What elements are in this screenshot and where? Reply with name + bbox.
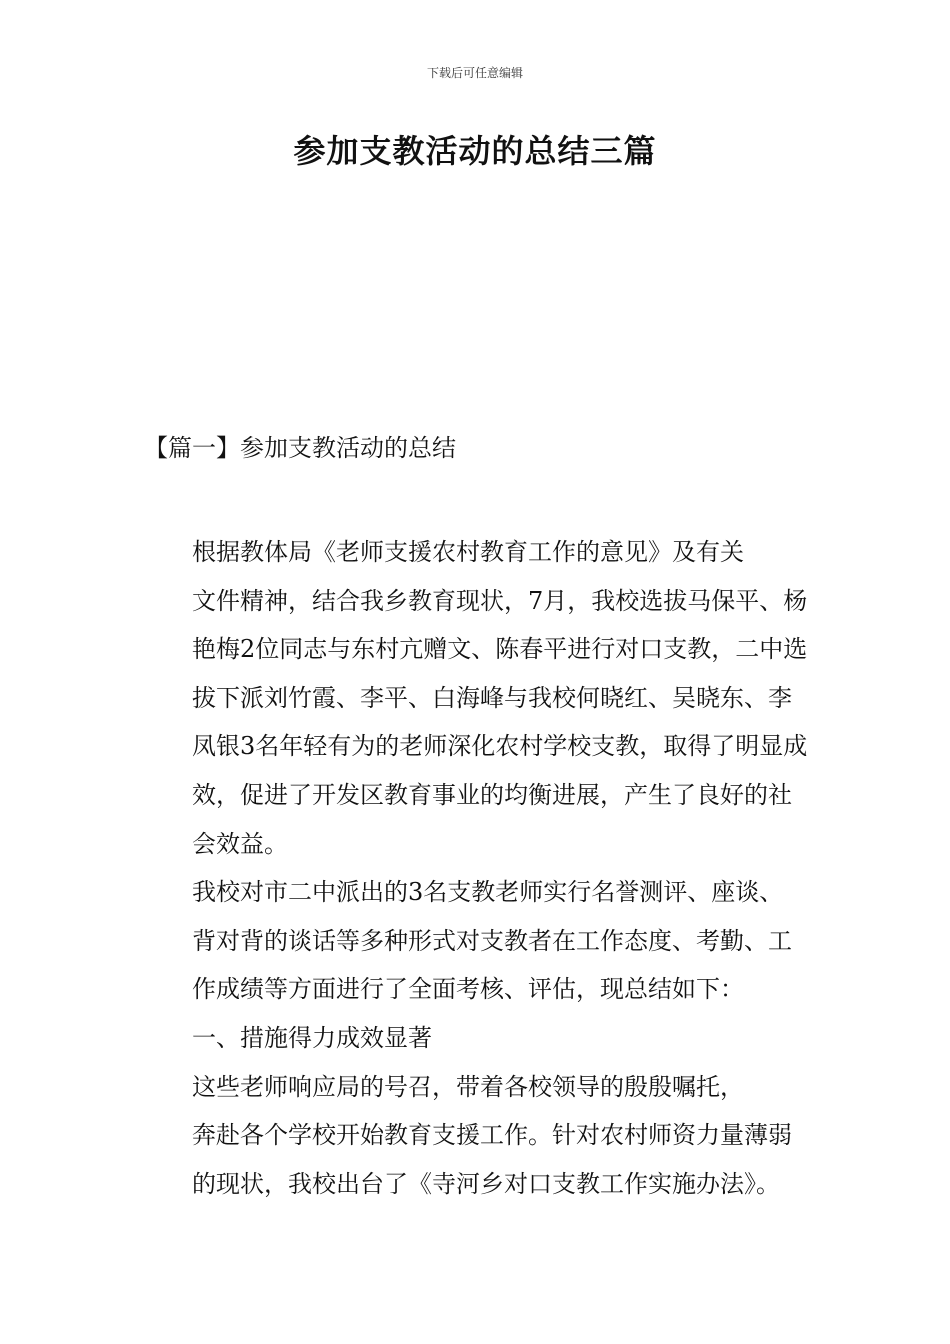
paragraph-1 (144, 528, 834, 868)
text-line: 根据教体局《老师支援农村教育工作的意见》及有关 (192, 538, 744, 566)
text-line: 效，促进了开发区教育事业的均衡进展，产生了良好的社 (192, 780, 792, 809)
text-line: 艳梅2位同志与东村亢赠文、陈春平进行对口支教，二中选 (192, 635, 808, 664)
text-line: 的现状，我校出台了《寺河乡对口支教工作实施办法》。 (192, 1169, 780, 1198)
text-line: 我校对市二中派出的3名支教老师实行名誉测评、座谈、 (192, 878, 784, 907)
document-body (144, 528, 834, 1208)
document-title: 参加支教活动的总结三篇 (293, 132, 657, 170)
text-line: 拔下派刘竹霞、李平、白海峰与我校何晓红、吴晓东、李 (192, 683, 792, 712)
text-line: 奔赴各个学校开始教育支援工作。针对农村师资力量薄弱 (192, 1121, 792, 1150)
text-line: 凤银3名年轻有为的老师深化农村学校支教，取得了明显成 (192, 732, 808, 761)
text-line: 文件精神，结合我乡教育现状，7月，我校选拔马保平、杨 (192, 586, 808, 615)
text-line: 这些老师响应局的号召，带着各校领导的殷殷嘱托， (192, 1072, 744, 1101)
paragraph-2 (144, 868, 834, 1014)
paragraph-3 (144, 1063, 834, 1209)
subheading-measures (144, 1014, 834, 1063)
text-line: 一、措施得力成效显著 (192, 1023, 432, 1052)
text-line: 作成绩等方面进行了全面考核、评估，现总结如下： (192, 975, 744, 1004)
text-line: 背对背的谈话等多种形式对支教者在工作态度、考勤、工 (192, 926, 792, 955)
header-note: 下载后可任意编辑 (426, 66, 523, 80)
section-heading: 【篇一】参加支教活动的总结 (144, 434, 456, 462)
text-line: 会效益。 (192, 829, 288, 858)
